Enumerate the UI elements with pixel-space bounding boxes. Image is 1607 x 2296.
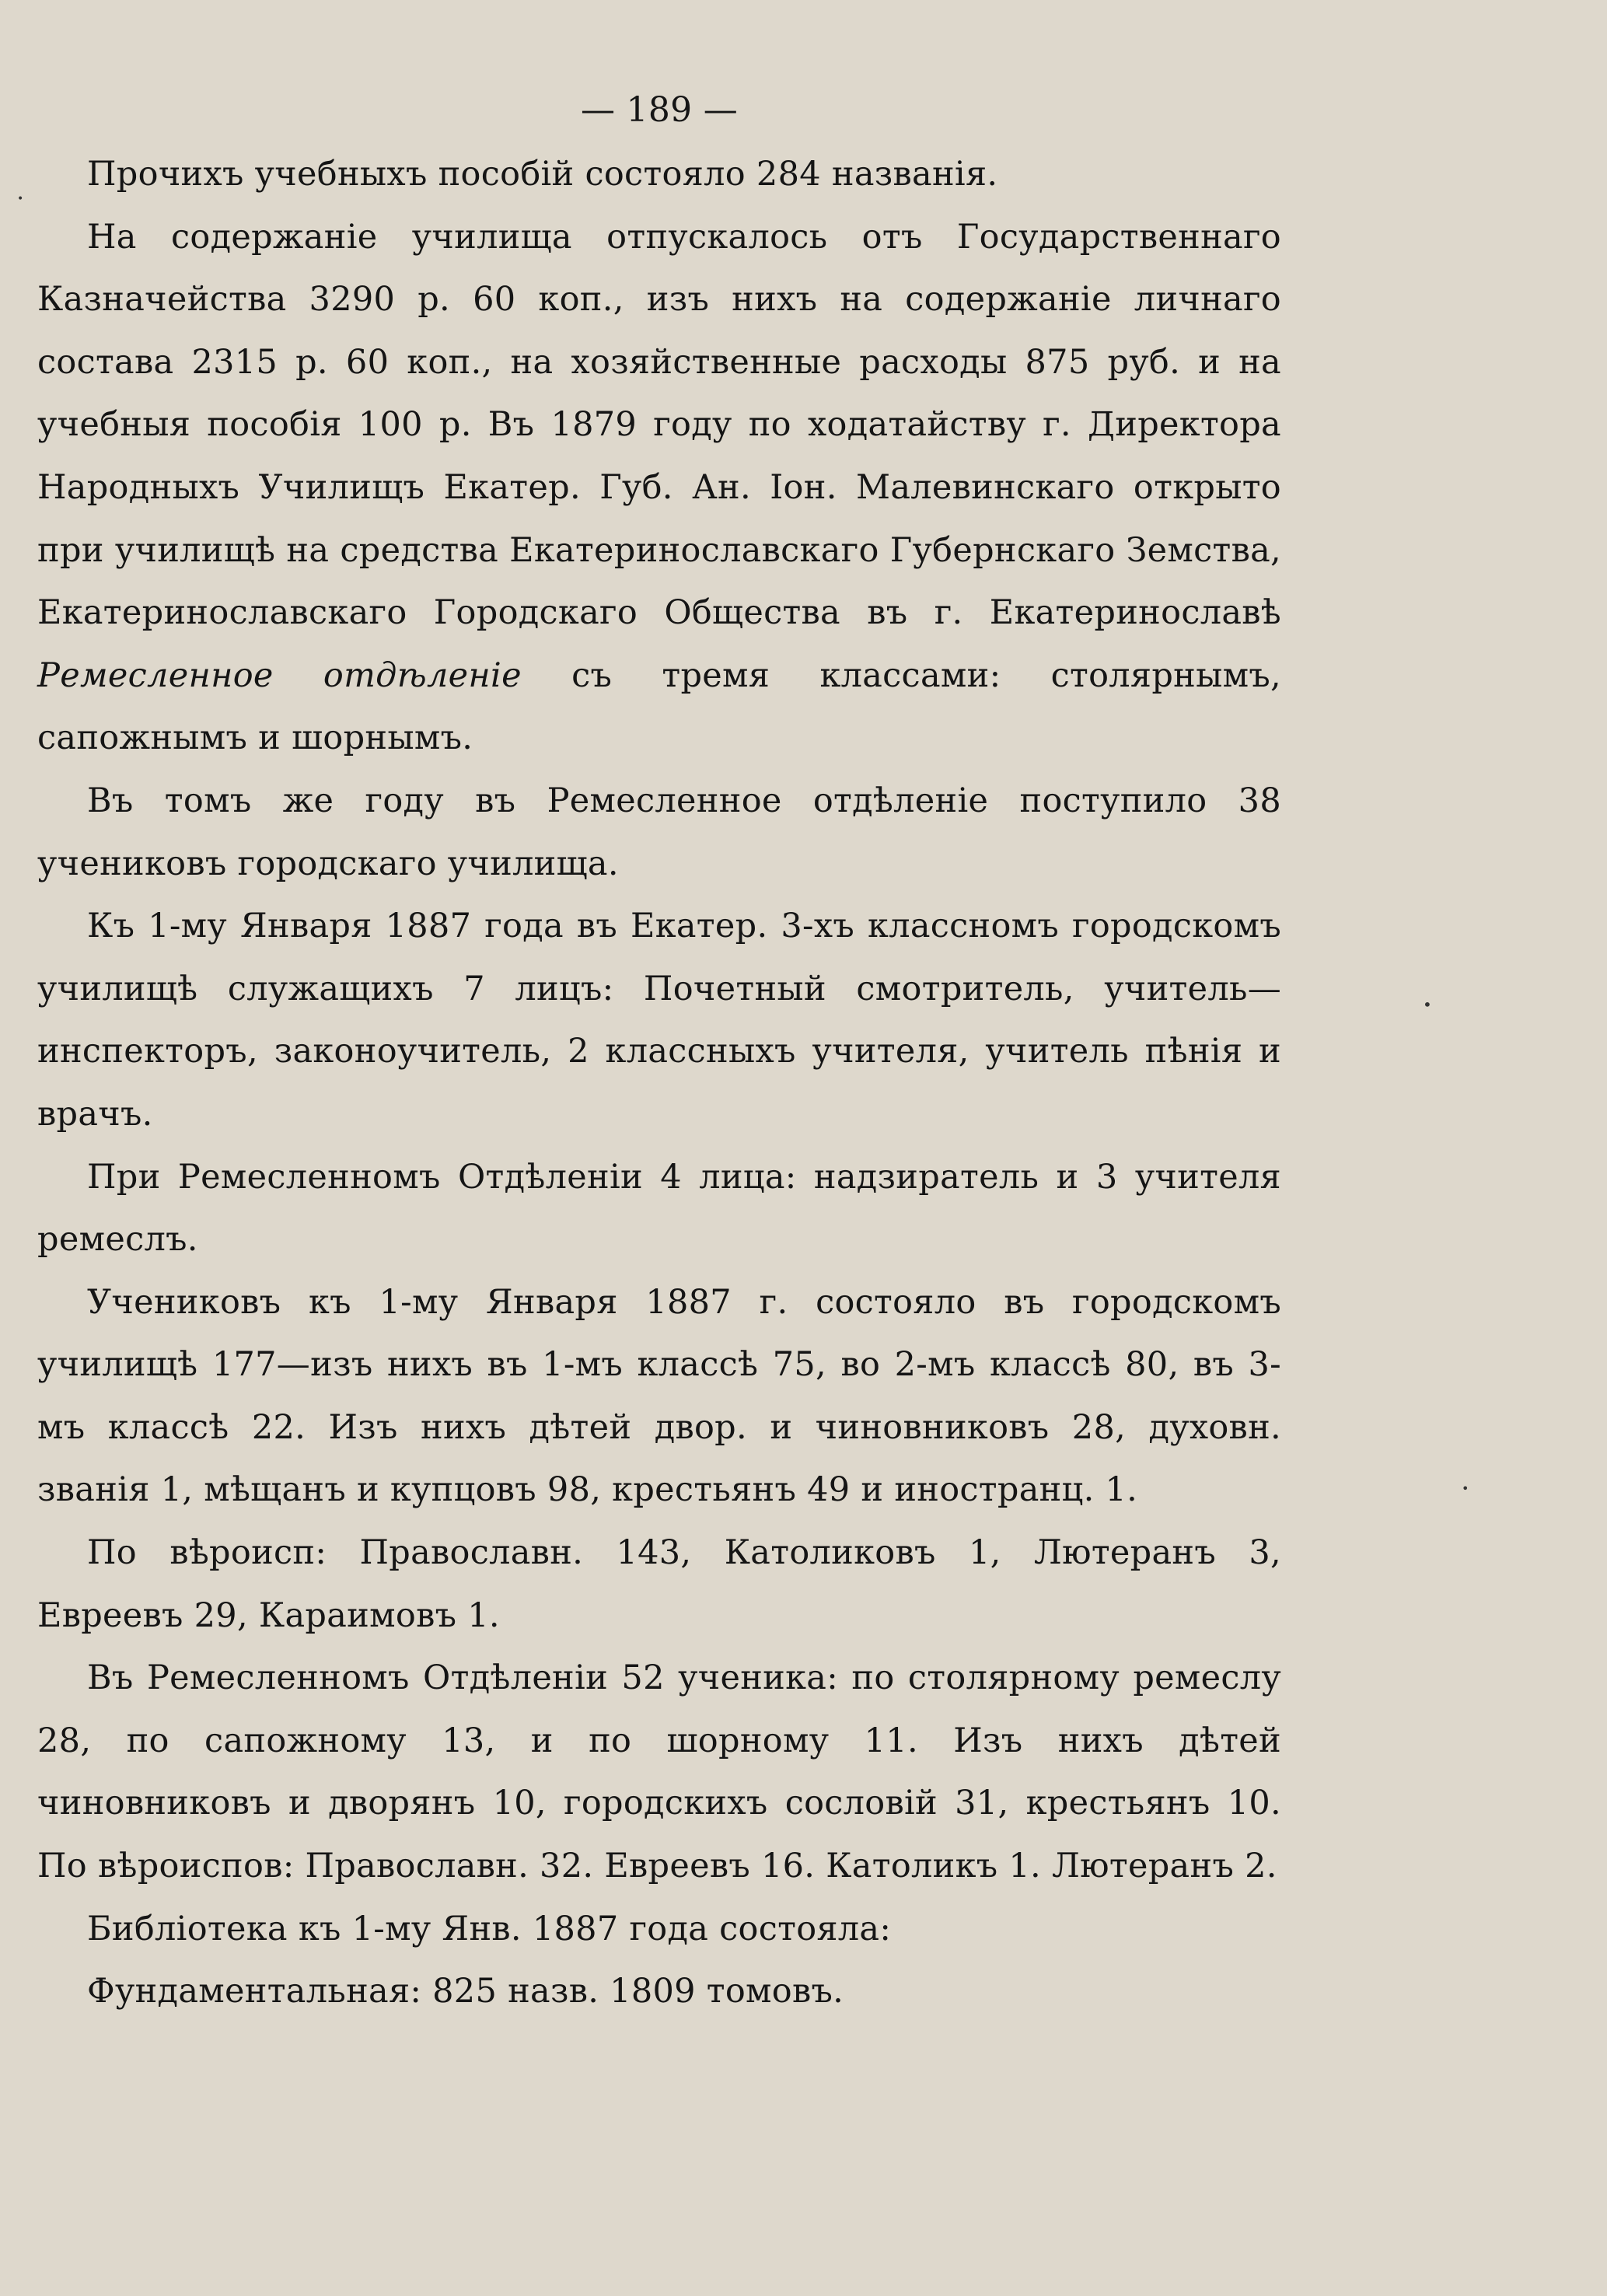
paragraph-teaching-aids: Прочихъ учебныхъ пособій состояло 284 названія. [87, 155, 998, 194]
paragraph-craft-students: Въ Ремесленномъ Отдѣленіи 52 ученика: по столярному ремеслу 28, по сапожному 13, и по шорному 11. Изъ нихъ дѣтей чиновниковъ и дворянъ 10, городскихъ сословій 31, крестьянъ 10. По вѣроиспов: Православн. 32. Евреевъ 16. Католикъ 1. Лютеранъ 2. [37, 1658, 1281, 1886]
paragraph-funding [37, 206, 1281, 770]
paragraph-library: Библіотека къ 1-му Янв. 1887 года состояла: [87, 1909, 892, 1948]
paragraph-students: Учениковъ къ 1-му Января 1887 г. состояло въ городскомъ училищѣ 177—изъ нихъ въ 1-мъ классѣ 75, во 2-мъ классѣ 80, въ 3-мъ классѣ 22. Изъ нихъ дѣтей двор. и чиновниковъ 28, духовн. званія 1, мѣщанъ и купцовъ 98, крестьянъ 49 и иностранц. 1. [37, 1282, 1281, 1510]
paragraph-religion: По вѣроисп: Православн. 143, Католиковъ 1, Лютеранъ 3, Евреевъ 29, Караимовъ 1. [37, 1533, 1281, 1635]
paragraph-funding-text: На содержаніе училища отпускалось отъ Государственнаго Казначейства 3290 р. 60 коп., изъ нихъ на содержаніе личнаго состава 2315 р. 60 коп., на хозяйственные расходы 875 руб. и на учебныя пособія 100 р. Въ 1879 году по ходатайству г. Директора Народныхъ Училищъ Екатер. Губ. Ан. Іон. Малевинскаго открыто при училищѣ на средства Екатеринославскаго Губернскаго Земства, Екатеринославскаго Городскаго Общества въ г. Екатеринославѣ [37, 217, 1281, 633]
page-text [37, 86, 1281, 2023]
ink-dot: • [1423, 995, 1432, 1014]
ink-dot: • [1462, 1481, 1469, 1496]
paragraph-craft-admission: Въ томъ же году въ Ремесленное отдѣленіе поступило 38 учениковъ городскаго училища. [37, 781, 1281, 883]
paragraph-funding-italic: Ремесленное отдѣленіе [37, 655, 522, 695]
paragraph-staff: Къ 1-му Января 1887 года въ Екатер. 3-хъ классномъ городскомъ училищѣ служащихъ 7 лицъ: Почетный смотритель, учитель—инспекторъ, законоучитель, 2 классныхъ учителя, учитель пѣнія и врачъ. [37, 907, 1281, 1134]
paragraph-craft-staff: При Ремесленномъ Отдѣленіи 4 лица: надзиратель и 3 учителя ремеслъ. [37, 1157, 1281, 1260]
page-number: — 189 — [580, 90, 739, 130]
ink-dot: • [17, 193, 24, 205]
paragraph-funding-after: съ тремя классами: столярнымъ, сапожнымъ и шорнымъ. [37, 655, 1281, 758]
paragraph-fundamental: Фундаментальная: 825 назв. 1809 томовъ. [87, 1972, 844, 2011]
